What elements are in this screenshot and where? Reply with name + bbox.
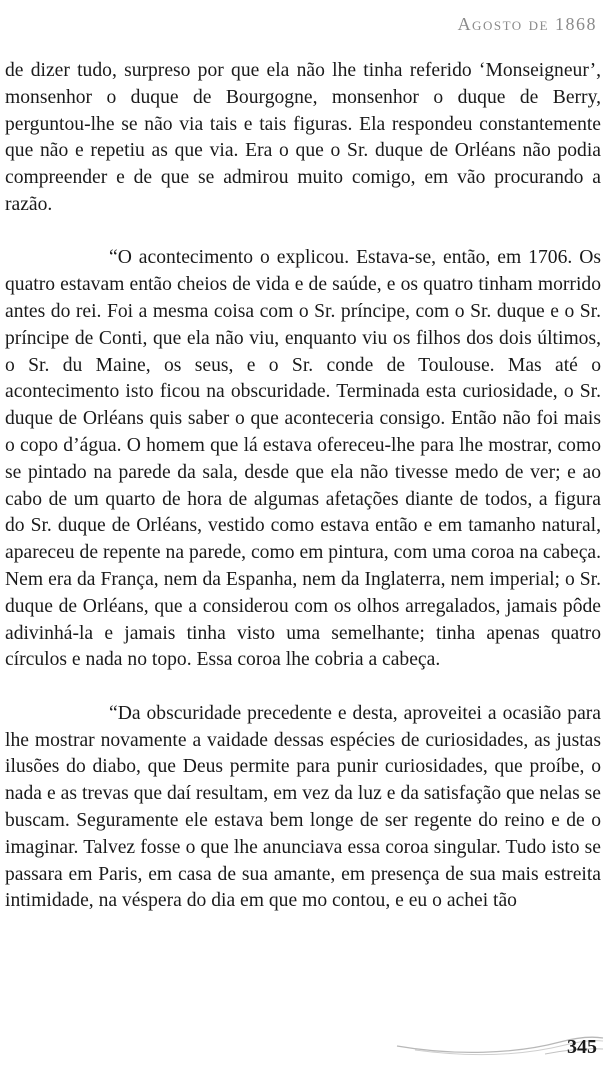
- paragraph: de dizer tudo, surpreso por que ela não lhe tinha referido ‘Monseigneur’, monsenhor o duque de Bourgogne, monsenhor o duque de Berry, perguntou-lhe se não via tais e tais figuras. Ela respondeu constantemente que não e repetiu as que via. Era o que o Sr. duque de Orléans não podia compreender e de que se admirou muito comigo, em vão procurando a razão.: [5, 60, 601, 215]
- page-number: 345: [567, 1036, 597, 1058]
- running-header: Agosto de 1868: [457, 14, 597, 34]
- paragraph: “O acontecimento o explicou. Estava-se, então, em 1706. Os quatro estavam então cheios de vida e de saúde, e os quatro tinham morrido antes do rei. Foi a mesma coisa com o Sr. príncipe, com o Sr. duque e o Sr. príncipe de Conti, que ela não viu, enquanto viu os filhos dos dois últimos, o Sr. du Maine, os seus, e o Sr. conde de Toulouse. Mas até o acontecimento isto ficou na obscuridade. Terminada esta curiosidade, o Sr. duque de Orléans quis saber o que aconteceria consigo. Então não foi mais o copo d’água. O homem que lá estava ofereceu-lhe para lhe mostrar, como se pintado na parede da sala, desde que ela não tivesse medo de ver; e ao cabo de um quarto de hora de algumas afetações diante de todos, a figura do Sr. duque de Orléans, vestido como estava então e em tamanho natural, apareceu de repente na parede, como em pintura, com uma coroa na cabeça. Nem era da França, nem da Espanha, nem da Inglaterra, nem imperial; o Sr. duque de Orléans, que a considerou com os olhos arregalados, jamais pôde adivinhá-la e jamais tinha visto uma semelhante; tinha apenas quatro círculos e nada no topo. Essa coroa lhe cobria a cabeça.: [5, 247, 601, 671]
- paragraph: “Da obscuridade precedente e desta, aproveitei a ocasião para lhe mostrar novamente a vaidade dessas espécies de curiosidades, as justas ilusões do diabo, que Deus permite para punir curiosidades, que proíbe, o nada e as trevas que daí resultam, em vez da luz e da satisfação que nelas se buscam. Seguramente ele estava bem longe de ser regente do reino e de o imaginar. Talvez fosse o que lhe anunciava essa coroa singular. Tudo isto se passara em Paris, em casa de sua amante, em presença de sua mais estreita intimidade, na véspera do dia em que mo contou, e eu o achei tão: [5, 702, 601, 912]
- body-text: [5, 58, 601, 915]
